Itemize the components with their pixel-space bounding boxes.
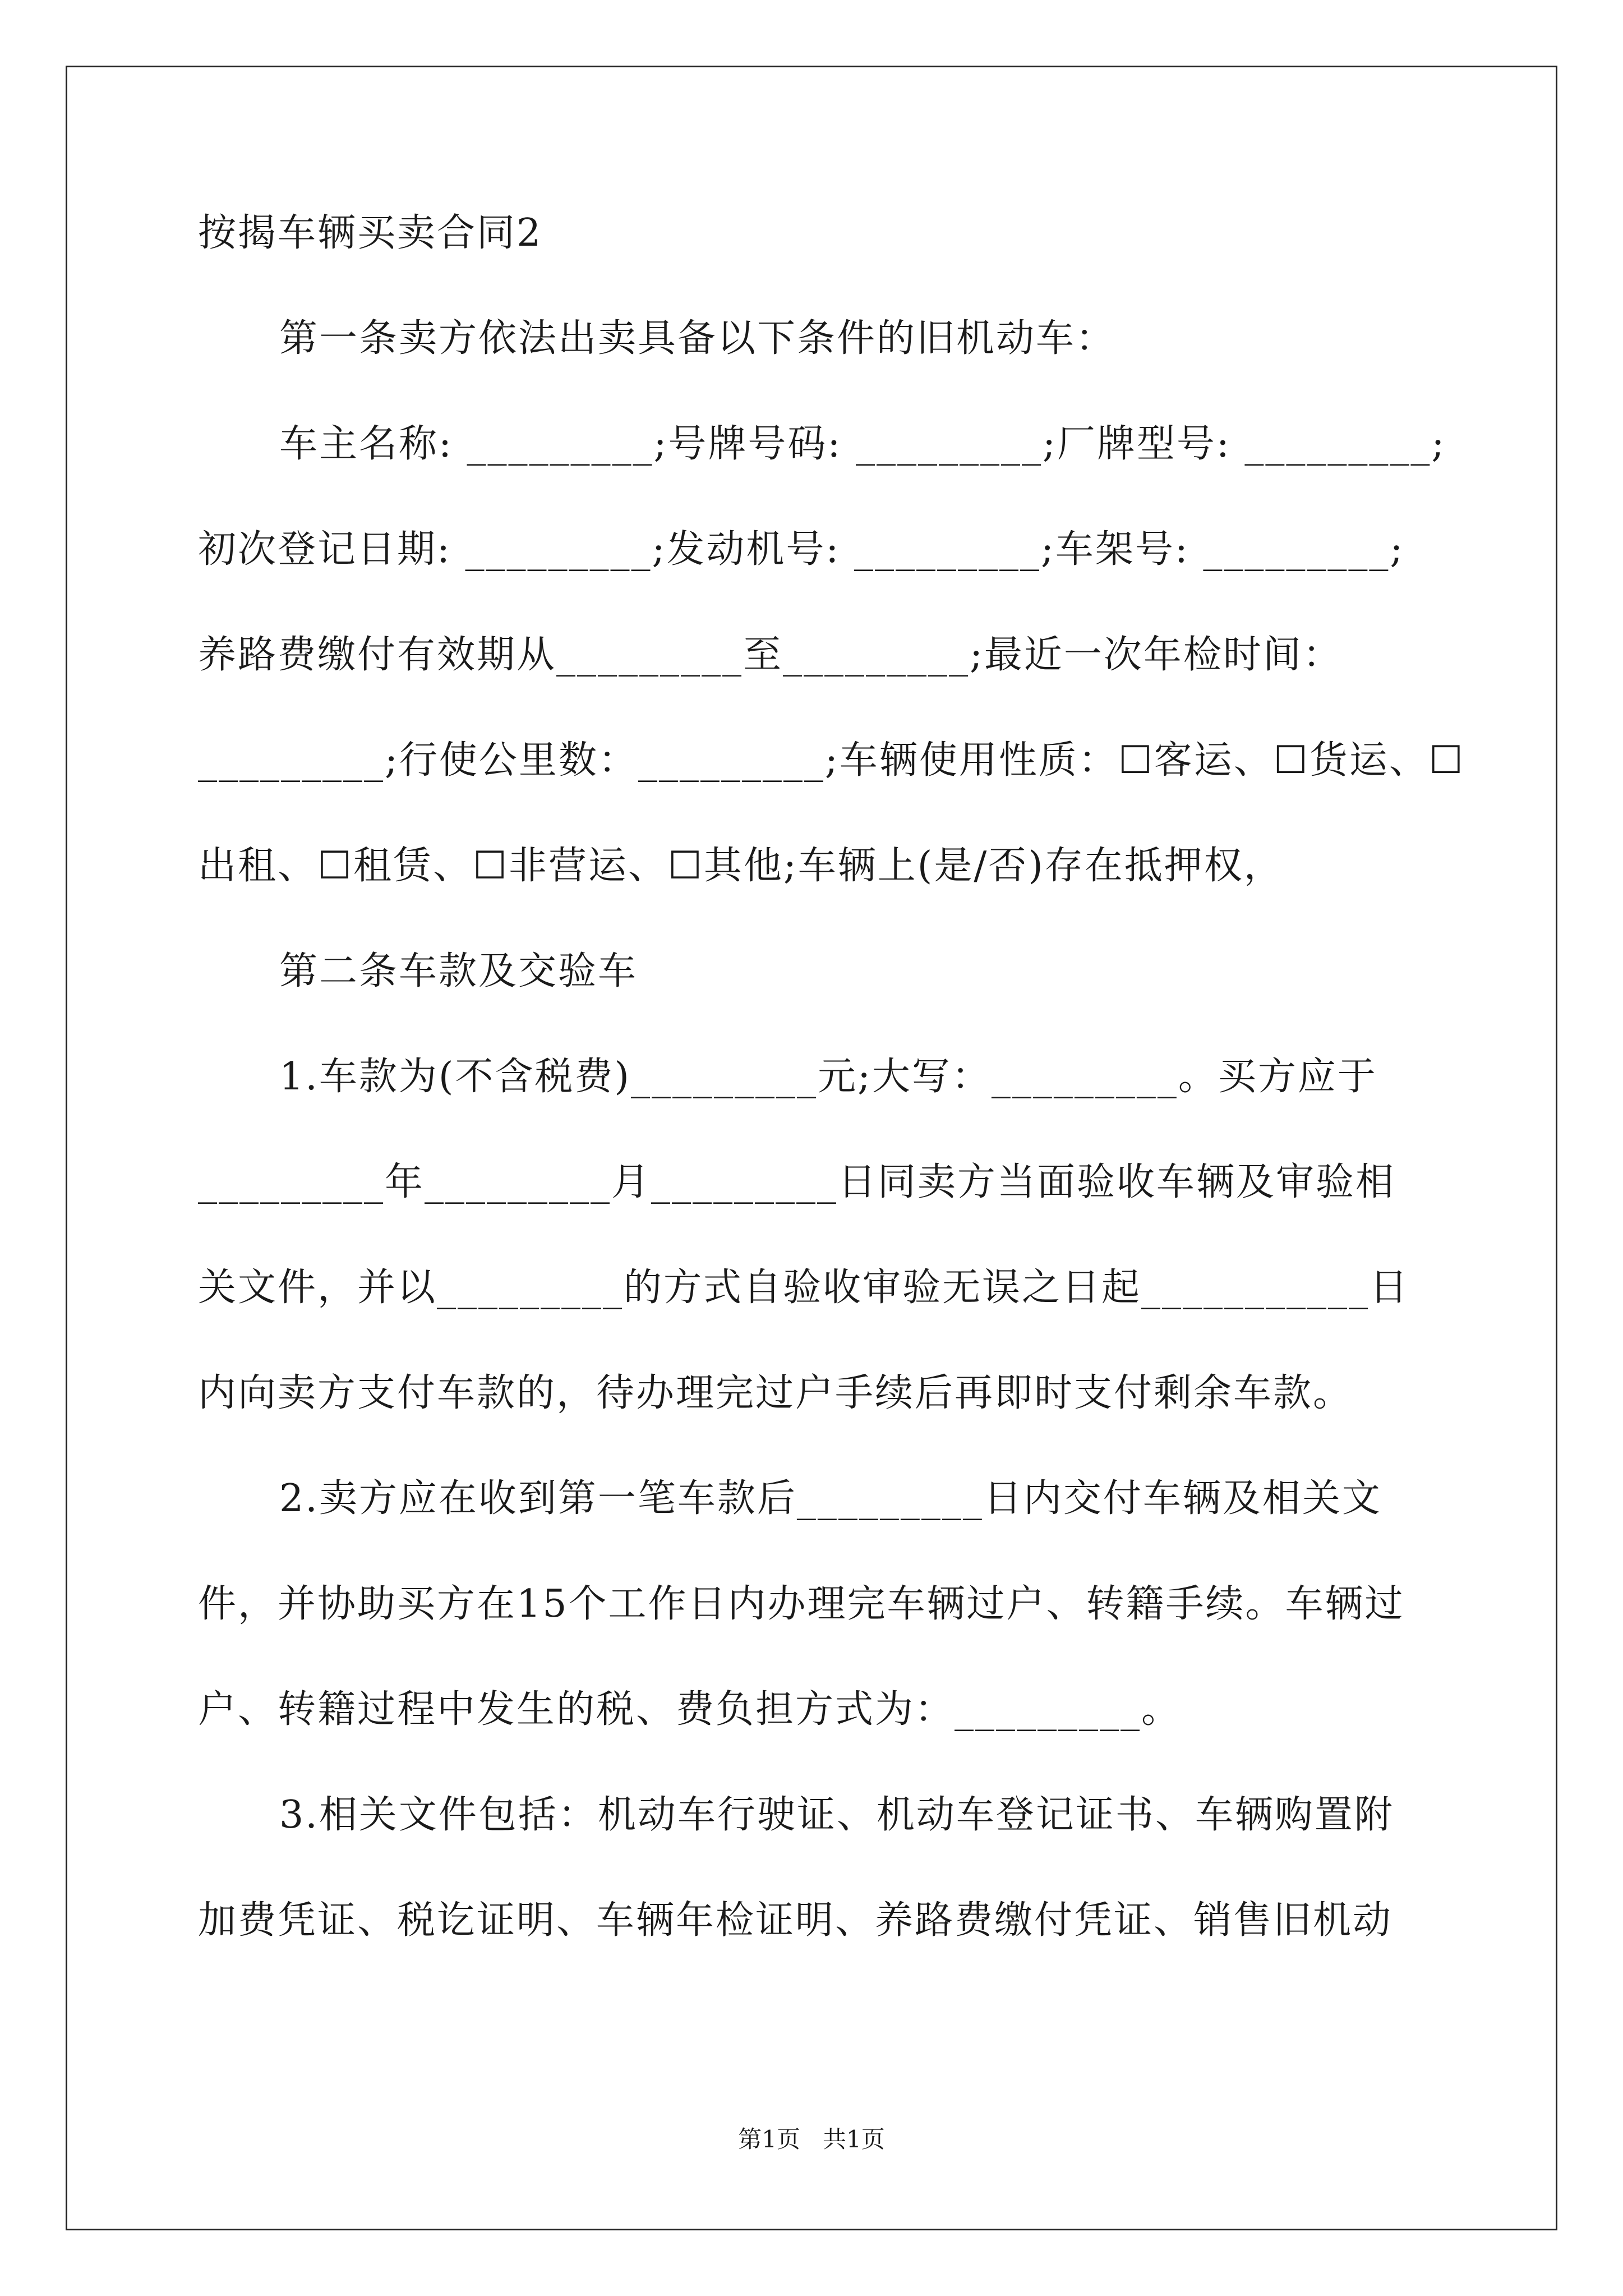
document-title: 按揭车辆买卖合同2 <box>198 211 543 255</box>
text-line: 关文件，并以_________的方式自验收审验无误之日起___________日 <box>198 1266 1410 1310</box>
text-line: _________;行使公里数：_________;车辆使用性质：☐客运、☐货运、☐ <box>198 738 1465 783</box>
text-line: 养路费缴付有效期从_________至_________;最近一次年检时间： <box>198 633 1343 677</box>
text-line: 内向卖方支付车款的，待办理完过户手续后再即时支付剩余车款。 <box>198 1371 1353 1415</box>
text-line: 3.相关文件包括：机动车行驶证、机动车登记证书、车辆购置附 <box>279 1793 1394 1837</box>
text-line: 件，并协助买方在15个工作日内办理完车辆过户、转籍手续。车辆过 <box>198 1582 1405 1626</box>
text-line: 1.车款为(不含税费)_________元;大写：_________。买方应于 <box>279 1055 1377 1099</box>
text-line: 加费凭证、税讫证明、车辆年检证明、养路费缴付凭证、销售旧机动 <box>198 1898 1393 1943</box>
page-footer: 第1页 共1页 <box>738 2125 885 2153</box>
clause-1-heading: 第一条卖方依法出卖具备以下条件的旧机动车： <box>279 316 1116 361</box>
text-line: _________年_________月_________日同卖方当面验收车辆及审验相 <box>198 1160 1396 1204</box>
text-line: 2.卖方应在收到第一笔车款后_________日内交付车辆及相关文 <box>279 1476 1382 1521</box>
text-line: 初次登记日期: _________;发动机号: _________;车架号: _________; <box>198 527 1405 572</box>
text-line: 出租、☐租赁、☐非营运、☐其他;车辆上(是/否)存在抵押权， <box>198 844 1284 888</box>
text-line: 户、转籍过程中发生的税、费负担方式为：_________。 <box>198 1687 1182 1732</box>
clause-2-heading: 第二条车款及交验车 <box>279 949 638 993</box>
text-line: 车主名称: _________;号牌号码: _________;厂牌型号: _________; <box>279 422 1446 466</box>
